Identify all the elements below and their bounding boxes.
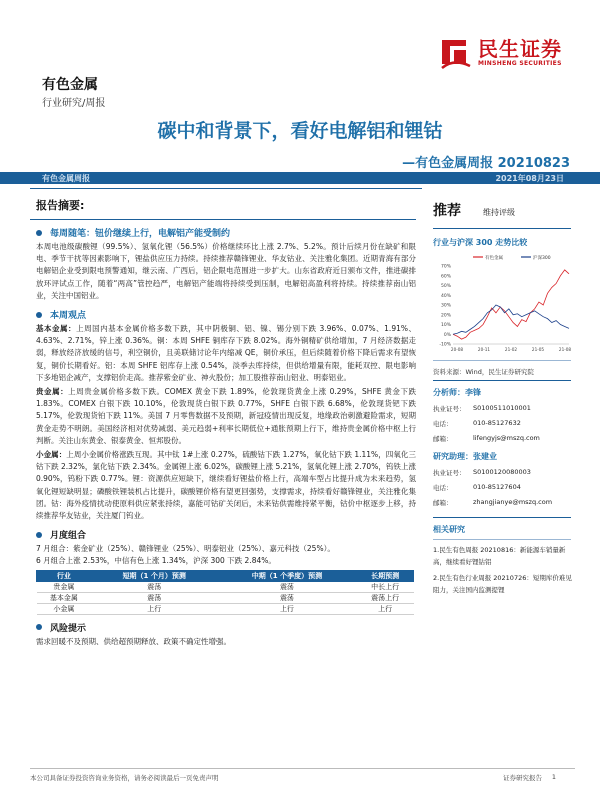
y-tick-label: 0% (443, 332, 451, 338)
rating-box (433, 200, 573, 220)
analyst-email (433, 434, 573, 443)
y-tick-label: 70% (440, 264, 451, 270)
kv-value: 010-85127604 (473, 483, 521, 491)
series-line (453, 270, 569, 339)
chart-source: 资料来源：Wind，民生证券研究院 (433, 368, 534, 376)
section-title: 本周观点 (50, 311, 87, 322)
legend-label: 沪深300 (533, 256, 551, 261)
y-tick-label: 40% (440, 293, 451, 299)
bullet-icon (36, 532, 42, 538)
page-number: 1 (551, 773, 556, 781)
kv-key: 电话： (433, 484, 453, 492)
trend-chart (433, 252, 571, 356)
report-type: 行业研究/周报 (42, 98, 106, 109)
divider (433, 539, 571, 540)
kv-value: S0100511010001 (473, 404, 531, 412)
bullet-icon (36, 312, 42, 318)
divider (433, 228, 571, 229)
x-axis (451, 347, 571, 352)
table-cell: 上行 (91, 603, 217, 614)
minsheng-logo-icon (436, 34, 472, 70)
table-row (37, 592, 414, 603)
assistant-email (433, 498, 573, 507)
table-header: 短期（1 个月）预测 (91, 570, 217, 581)
kv-key: 执业证号： (433, 469, 466, 477)
divider (433, 360, 571, 361)
risk-paragraph: 需求回暖不及预期、供给超预期释放、政策不确定性增强。 (36, 636, 231, 646)
minor-text: 上周小金属价格涨跌互现。其中钛 1#上涨 0.27%，硫酸钴下跌 1.27%，氧化钴下跌 1.11%，四氧化三钴下跌 2.32%，氯化钴下跌 2.34%。金属锂上涨 6.02%，碳酸锂上涨 5.21%，氢氧化锂上涨 2.70%，钨铁上涨 0.90%，钨粉下跌 0.77%。锂：资源供应短缺下，继续看好锂盐价格上行，高端车型占比提升成为未来趋势，氢氧化锂短缺明显；磷酸铁锂装机占比提升，碳酸锂价格有望更回强势，支撑需求，持续看好赣锋锂业，关注雅化集团。钴：海外疫情扰动使原料供应紧张持续，嘉能可钴矿关闭后，未来钴供需维持紧平衡，钴价中枢逐步上移，持续推荐华友钴业，关注厦门钨业。 (36, 450, 416, 521)
x-tick-label: 20-11 (477, 347, 491, 352)
kv-value: S0100120080003 (473, 468, 531, 476)
analyst-license (433, 404, 573, 413)
rating-note: 维持评级 (483, 208, 515, 217)
bar-series-name: 有色金属周报 (42, 174, 90, 183)
related-report-link[interactable]: 2.民生有色行业周报 20210726：短期库价难见阻力，关注国内监测提锂 (433, 574, 572, 594)
chart-title: 行业与沪深 300 走势比较 (433, 238, 528, 247)
table-cell: 震荡 (91, 581, 217, 592)
report-date: 2021年08月23日 (495, 174, 564, 183)
kv-key: 邮箱： (433, 435, 453, 443)
portfolio-line-1: 7 月组合：紫金矿业（25%）、赣锋锂业（25%）、明泰铝业（25%）、嘉元科技（25%）。 (36, 544, 335, 554)
industry-label: 有色金属 (42, 77, 98, 93)
table-header: 中期（1 个季度）预测 (217, 570, 357, 581)
table-header: 长期预测 (357, 570, 414, 581)
y-tick-label: 60% (440, 274, 451, 280)
y-tick-label: -10% (439, 342, 451, 348)
kv-key: 邮箱： (433, 499, 453, 507)
table-cell: 小金属 (37, 603, 92, 614)
chart-legend (473, 254, 551, 261)
footer-divider (30, 768, 575, 769)
bullet-icon (36, 230, 42, 236)
assistant-heading: 研究助理：张建业 (433, 452, 497, 461)
sidebar (433, 188, 573, 768)
x-tick-label: 21-08 (558, 347, 571, 352)
y-tick-label: 30% (440, 303, 451, 309)
assistant-phone (433, 483, 573, 492)
header-bar (0, 172, 600, 184)
report-title: 碳中和背景下，看好电解铝和锂钴 (157, 120, 443, 142)
section-portfolio (30, 528, 422, 541)
legend-label: 有色金属 (485, 256, 503, 261)
table-cell: 贵金属 (37, 581, 92, 592)
report-subtitle: —有色金属周报 20210823 (402, 156, 570, 171)
x-tick-label: 20-08 (450, 347, 464, 352)
footer-disclaimer: 本公司具备证券投资咨询业务资格，请务必阅读最后一页免责声明 (30, 774, 219, 782)
brand-logo (436, 32, 586, 72)
divider (433, 517, 571, 518)
y-tick-label: 10% (440, 323, 451, 328)
table-row (37, 581, 414, 592)
table-cell: 震荡 (91, 592, 217, 603)
base-metals-text: 上周国内基本金属价格多数下跌，其中阴极铜、铝、镍、锡分别下跌 3.96%、0.07%、1.91%、4.63%、2.71%，锌上涨 0.36%。铜：本周 SHFE 铜库存下跌 8.02%。海外铜精矿供给增加，7 月经济数据走弱，释放经济放缓的信号，利空铜价，且美联储讨论年内缩减 QE，铜价承压，但后续随着价格下降后需求有望恢复，铜价长期看好。铝：本周 SHFE 铝库存上涨 0.54%，淡季去库持续，但供给增量有限，能耗双控、限电影响下多地铝企减产，支撑铝价走高。推荐紫金矿业、神火股份；加工股推荐南山铝业、明泰铝业。 (36, 324, 416, 382)
section-title: 月度组合 (50, 531, 87, 542)
assistant-license (433, 468, 573, 477)
chart-series (453, 270, 569, 339)
section-title: 每周随笔：钮价继续上行，电解铝产能受制约 (50, 229, 231, 239)
table-cell: 震荡 (217, 592, 357, 603)
kv-key: 执业证号： (433, 405, 466, 413)
minor-label: 小金属： (36, 450, 67, 460)
x-tick-label: 21-05 (531, 347, 545, 352)
table-cell: 基本金属 (37, 592, 92, 603)
portfolio-line-2: 6 月组合上涨 2.53%，中信有色上涨 1.34%，沪深 300 下跌 2.84%。 (36, 556, 276, 566)
table-cell: 上行 (217, 603, 357, 614)
summary-column (30, 188, 422, 768)
section-weekly (30, 226, 422, 239)
rating-table (36, 570, 414, 615)
kv-value[interactable]: zhangjianye@mszq.com (473, 498, 553, 506)
y-tick-label: 50% (440, 284, 451, 289)
summary-heading: 报告摘要: (36, 199, 85, 212)
kv-value: 010-85127632 (473, 419, 521, 427)
y-axis (439, 264, 569, 348)
base-metals-paragraph (36, 323, 416, 384)
divider (30, 219, 416, 220)
table-row (37, 603, 414, 614)
brand-name-cn: 民生证券 (478, 36, 562, 61)
weekly-paragraph: 本周电池级碳酸锂（99.5%）、氢氧化锂（56.5%）价格继续环比上涨 2.7%、5.2%。预计后续月份在缺矿和限电、季节干扰等因素影响下，锂盐供应压力持续。持续推荐赣锋锂业、华友钴业、关注雅化集团。近期青海有部分电解铝企业受到限电预警通知，继云南、广西后，铝企限电范围进一步扩大。山东省政府近日颁布文件，推进碳排放环评试点工作，随着“两高”管控趋严，电解铝产能端将持续受到压制，电解铝高盈利将持续。持续推荐南山铝业，关注中国铝业。 (36, 242, 416, 300)
kv-key: 电话： (433, 420, 453, 428)
related-report-link[interactable]: 1.民生有色周报 20210816：新能源车销量新高，继续看好锂钴铝 (433, 546, 566, 566)
table-header: 行业 (37, 570, 92, 581)
table-header-row (37, 570, 414, 581)
kv-value[interactable]: lifengyjs@mszq.com (473, 434, 540, 442)
table-cell: 中长上行 (357, 581, 414, 592)
section-views (30, 308, 422, 321)
rating-label: 推荐 (433, 203, 461, 219)
base-metals-label: 基本金属： (36, 324, 77, 334)
table-cell: 震荡 (217, 581, 357, 592)
x-tick-label: 21-02 (504, 347, 518, 352)
minor-paragraph (36, 449, 416, 522)
section-risk (30, 621, 422, 634)
y-tick-label: 20% (440, 313, 451, 319)
divider (433, 380, 571, 381)
section-title: 风险提示 (50, 623, 87, 634)
precious-label: 贵金属： (36, 387, 69, 397)
footer-label: 证券研究报告 (503, 774, 542, 782)
bullet-icon (36, 624, 42, 630)
brand-name-en: MINSHENG SECURITIES (478, 59, 562, 67)
related-heading: 相关研究 (433, 525, 465, 534)
analyst-phone (433, 419, 573, 428)
precious-text: 上周贵金属价格多数下跌。COMEX 黄金下跌 1.89%，伦敦现货黄金上涨 0.29%，SHFE 黄金下跌 1.83%。COMEX 白银下跌 10.10%，伦敦现货白银下跌 0.77%，SHFE 白银下跌 6.68%，伦敦现货钯下跌 5.17%，伦敦现货铂下跌 11%。美国 7 月零售数据不及预期，新冠疫情出现反复，地缘政治刺激避险需求，短期黄金走势不明朗。美国经济相对优势减弱、美元趋弱+利率长期低位+通胀预期上行下，维持贵金属价格中枢上行判断。关注山东黄金、银泰黄金、恒邦股份。 (36, 387, 416, 445)
analyst-heading: 分析师：李锋 (433, 388, 481, 397)
table-cell: 震荡上行 (357, 592, 414, 603)
precious-paragraph (36, 386, 416, 447)
table-cell: 上行 (357, 603, 414, 614)
